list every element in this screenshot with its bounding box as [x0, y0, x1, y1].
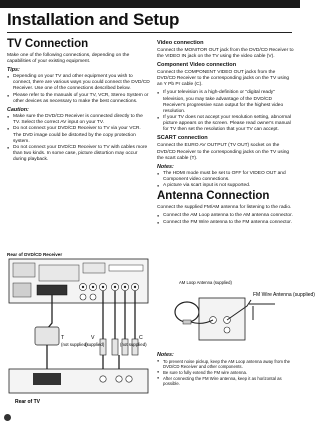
antenna-diagram: [157, 276, 315, 348]
cable-v-note: (supplied): [85, 342, 105, 347]
note-item: ● To prevent noise pickup, keep the AM Loop antenna away from the DVD/CD Receiver and other components.: [157, 359, 294, 370]
caution-item: ● Do not connect your DVD/CD Receiver to TV with cables more than two kinds. In some case, picture distortion may occur during playback.: [7, 145, 150, 163]
receiver-rear-panel: [9, 259, 148, 303]
right-column: [157, 38, 294, 227]
title-divider: [7, 32, 292, 33]
note-item: ● A picture via scart input is not supported.: [157, 183, 294, 189]
cable-v-letter: V: [91, 335, 95, 341]
cable-c-note: (not supplied): [120, 342, 147, 347]
tv-connection-heading: TV Connection: [7, 38, 89, 50]
diagram-caption: Rear of DVD/CD Receiver: [7, 252, 63, 257]
notes-top-list: [157, 171, 294, 190]
notes-top-label: Notes:: [157, 163, 174, 170]
caution-item: ● Make sure the DVD/CD Receiver is connected directly to the TV. Select the correct AV input on your TV.: [7, 114, 150, 126]
video-connection-heading: Video connection: [157, 40, 204, 46]
scart-connection-text: Connect the EURO AV OUTPUT (TV OUT) socket on the DVD/CD Receiver to the corresponding jacks on the TV using the scart cable (T).: [157, 143, 290, 161]
tv-connection-diagram: [7, 257, 150, 412]
rear-of-tv-label: Rear of TV: [15, 399, 41, 405]
caution-list: [7, 114, 150, 163]
cable-t-letter: T: [61, 335, 65, 341]
page-corner-marker: [4, 414, 11, 421]
caution-label: Caution:: [7, 106, 29, 113]
antenna-item: ● Connect the AM Loop antenna to the AM antenna connector.: [157, 213, 294, 219]
left-column: [7, 38, 150, 164]
component-connection-text: Connect the COMPONENT VIDEO OUT jacks from the DVD/CD Receiver to the corresponding jacks on the TV using an Y Pb Pr cable (C).: [157, 70, 290, 88]
caution-item: ● Do not connect your DVD/CD Receiver to TV via your VCR. The DVD image could be distorted by the copy protection system.: [7, 126, 150, 144]
note-item: ● Be sure to fully extend the FM wire antenna.: [157, 370, 294, 375]
component-item: ● If your TV does not accept your resolution setting, abnormal picture appears on the screen. Please read owner's manual for TV then set the resolution that your TV can accept.: [157, 115, 294, 133]
fm-wire-antenna-icon: [249, 304, 275, 320]
antenna-list: [157, 213, 294, 225]
tip-item: ● Depending on your TV and other equipment you wish to connect, there are various ways you could connect the DVD/CD Receiver. Use one of the connections described below.: [7, 74, 150, 92]
tips-list: [7, 74, 150, 105]
cable-c-letter: C: [139, 335, 143, 341]
notes-bottom-list: [157, 359, 294, 387]
cable-t-note: (not supplied): [61, 342, 88, 347]
component-item: ● If your television is a high-definition or "digital ready" television, you may take advantage of the DVD/CD Receiver's progressive scan output for the highest video resolution.: [157, 90, 294, 114]
page-title: Installation and Setup: [7, 10, 180, 29]
am-loop-antenna-icon: [175, 302, 199, 324]
component-list: [157, 90, 294, 133]
note-item: ● After connecting the FM Wire antenna, keep it as horizontal as possible.: [157, 376, 294, 387]
fm-antenna-label: FM Wire Antenna (supplied): [253, 292, 315, 298]
video-connection-text: Connect the MONITOR OUT jack from the DVD/CD Receiver to the VIDEO IN jack on the TV using the video cable (V).: [157, 48, 294, 60]
tip-item: ● Please refer to the manuals of your TV, VCR, Stereo System or other devices as necessary to make the best connections.: [7, 93, 150, 105]
am-antenna-label: AM Loop Antenna (supplied): [179, 280, 232, 285]
notes-bottom: [157, 350, 294, 388]
antenna-connection-heading: Antenna Connection: [157, 190, 270, 203]
component-connection-heading: Component Video connection: [157, 62, 237, 69]
tips-label: Tips:: [7, 67, 20, 74]
antenna-item: ● Connect the FM Wire antenna to the FM antenna connector.: [157, 220, 294, 226]
notes-bottom-label: Notes:: [157, 352, 174, 358]
receiver-antenna-panel: [199, 298, 245, 340]
header-bar: [0, 0, 300, 8]
note-item: ● The HDMI mode must be set to OFF for VIDEO OUT and Component video connections.: [157, 171, 294, 183]
antenna-connection-intro: Connect the supplied FM/AM antenna for listening to the radio.: [157, 205, 292, 211]
tv-rear-panel: [9, 369, 148, 393]
scart-connection-heading: SCART connection: [157, 135, 208, 142]
tv-connection-intro: Make one of the following connections, depending on the capabilities of your existing equipment.: [7, 53, 130, 65]
